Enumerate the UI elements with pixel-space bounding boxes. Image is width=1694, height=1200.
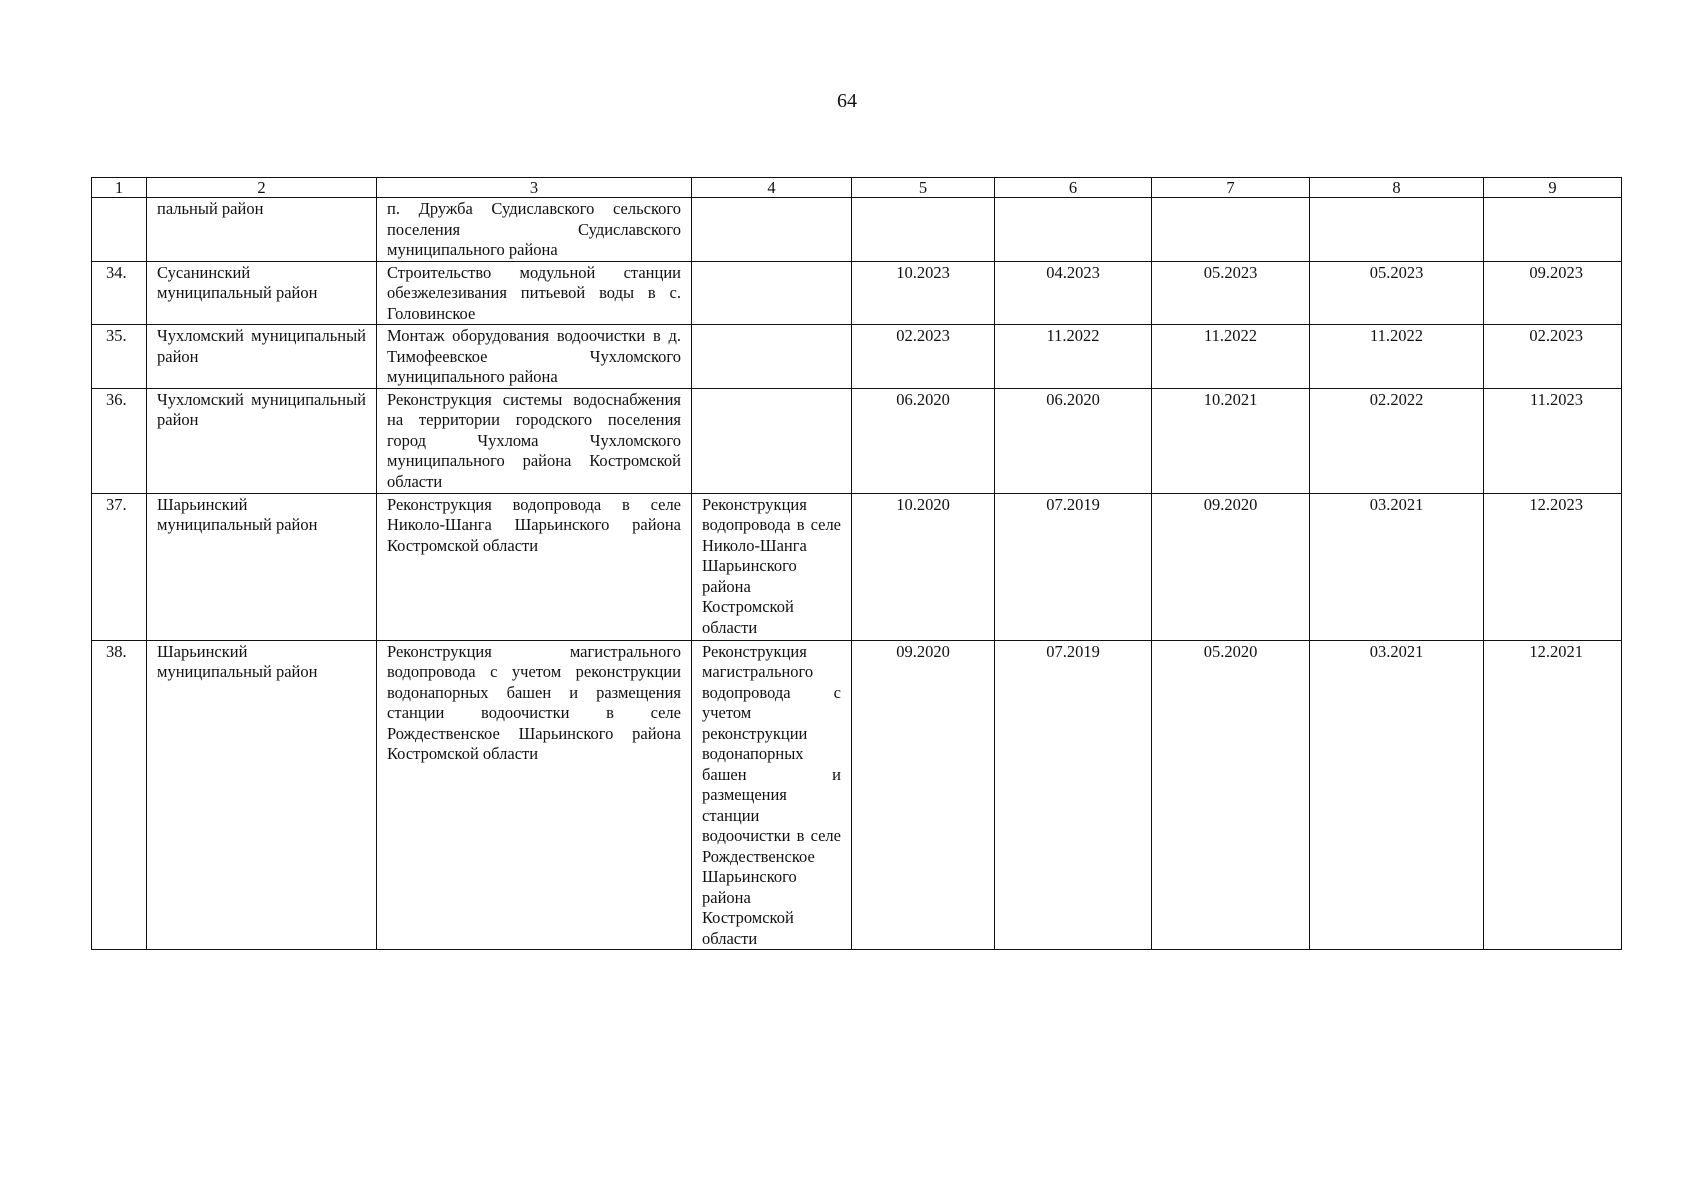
column-header: 5 — [852, 178, 995, 198]
column-header: 4 — [692, 178, 852, 198]
object-cell: п. Дружба Судиславского сельского поселения Судиславского муниципального района — [377, 198, 692, 262]
project-cell — [692, 388, 852, 493]
date-cell-7: 09.2020 — [1152, 493, 1310, 640]
date-cell-5: 02.2023 — [852, 325, 995, 389]
table-row — [92, 640, 1622, 950]
date-cell-8: 03.2021 — [1310, 493, 1484, 640]
district-cell: Чухломский муниципальный район — [147, 388, 377, 493]
object-cell: Монтаж оборудования водоочистки в д. Тимофеевское Чухломского муниципального района — [377, 325, 692, 389]
column-header: 8 — [1310, 178, 1484, 198]
date-cell-9 — [1484, 198, 1622, 262]
column-header: 1 — [92, 178, 147, 198]
date-cell-9: 09.2023 — [1484, 261, 1622, 325]
row-number — [92, 198, 147, 262]
date-cell-8: 03.2021 — [1310, 640, 1484, 950]
table-row — [92, 325, 1622, 389]
object-cell: Реконструкция водопровода в селе Николо-Шанга Шарьинского района Костромской области — [377, 493, 692, 640]
object-cell: Реконструкция системы водоснабжения на территории городского поселения город Чухлома Чухломского муниципального района Костромской области — [377, 388, 692, 493]
date-cell-7: 05.2023 — [1152, 261, 1310, 325]
date-cell-8: 05.2023 — [1310, 261, 1484, 325]
date-cell-9: 12.2023 — [1484, 493, 1622, 640]
column-number-row — [92, 178, 1622, 198]
row-number: 36. — [92, 388, 147, 493]
date-cell-7: 11.2022 — [1152, 325, 1310, 389]
row-number: 35. — [92, 325, 147, 389]
projects-table — [91, 177, 1622, 950]
row-number: 34. — [92, 261, 147, 325]
district-cell: Сусанинский муниципальный район — [147, 261, 377, 325]
object-cell: Реконструкция магистрального водопровода с учетом реконструкции водонапорных башен и размещения станции водоочистки в селе Рождественское Шарьинского района Костромской области — [377, 640, 692, 950]
date-cell-6: 04.2023 — [995, 261, 1152, 325]
date-cell-8: 11.2022 — [1310, 325, 1484, 389]
date-cell-6: 06.2020 — [995, 388, 1152, 493]
district-cell: Чухломский муниципальный район — [147, 325, 377, 389]
date-cell-9: 02.2023 — [1484, 325, 1622, 389]
date-cell-9: 11.2023 — [1484, 388, 1622, 493]
project-cell — [692, 198, 852, 262]
column-header: 3 — [377, 178, 692, 198]
date-cell-5 — [852, 198, 995, 262]
date-cell-7: 10.2021 — [1152, 388, 1310, 493]
column-header: 6 — [995, 178, 1152, 198]
date-cell-5: 06.2020 — [852, 388, 995, 493]
date-cell-5: 09.2020 — [852, 640, 995, 950]
table-row — [92, 198, 1622, 262]
table-row — [92, 388, 1622, 493]
district-cell: Шарьинский муниципальный район — [147, 493, 377, 640]
project-cell — [692, 261, 852, 325]
project-cell — [692, 325, 852, 389]
table-row — [92, 261, 1622, 325]
district-cell: Шарьинский муниципальный район — [147, 640, 377, 950]
column-header: 9 — [1484, 178, 1622, 198]
project-cell: Реконструкция водопровода в селе Николо-Шанга Шарьинского района Костромской области — [692, 493, 852, 640]
page-number: 64 — [837, 90, 857, 112]
date-cell-5: 10.2023 — [852, 261, 995, 325]
date-cell-8 — [1310, 198, 1484, 262]
row-number: 37. — [92, 493, 147, 640]
date-cell-6: 07.2019 — [995, 493, 1152, 640]
table-row — [92, 493, 1622, 640]
date-cell-6: 11.2022 — [995, 325, 1152, 389]
project-cell: Реконструкция магистрального водопровода с учетом реконструкции водонапорных башен и размещения станции водоочистки в селе Рождественское Шарьинского района Костромской области — [692, 640, 852, 950]
date-cell-7: 05.2020 — [1152, 640, 1310, 950]
date-cell-5: 10.2020 — [852, 493, 995, 640]
date-cell-7 — [1152, 198, 1310, 262]
date-cell-8: 02.2022 — [1310, 388, 1484, 493]
row-number: 38. — [92, 640, 147, 950]
column-header: 2 — [147, 178, 377, 198]
date-cell-6: 07.2019 — [995, 640, 1152, 950]
column-header: 7 — [1152, 178, 1310, 198]
date-cell-6 — [995, 198, 1152, 262]
district-cell: пальный район — [147, 198, 377, 262]
date-cell-9: 12.2021 — [1484, 640, 1622, 950]
object-cell: Строительство модульной станции обезжелезивания питьевой воды в с. Головинское — [377, 261, 692, 325]
